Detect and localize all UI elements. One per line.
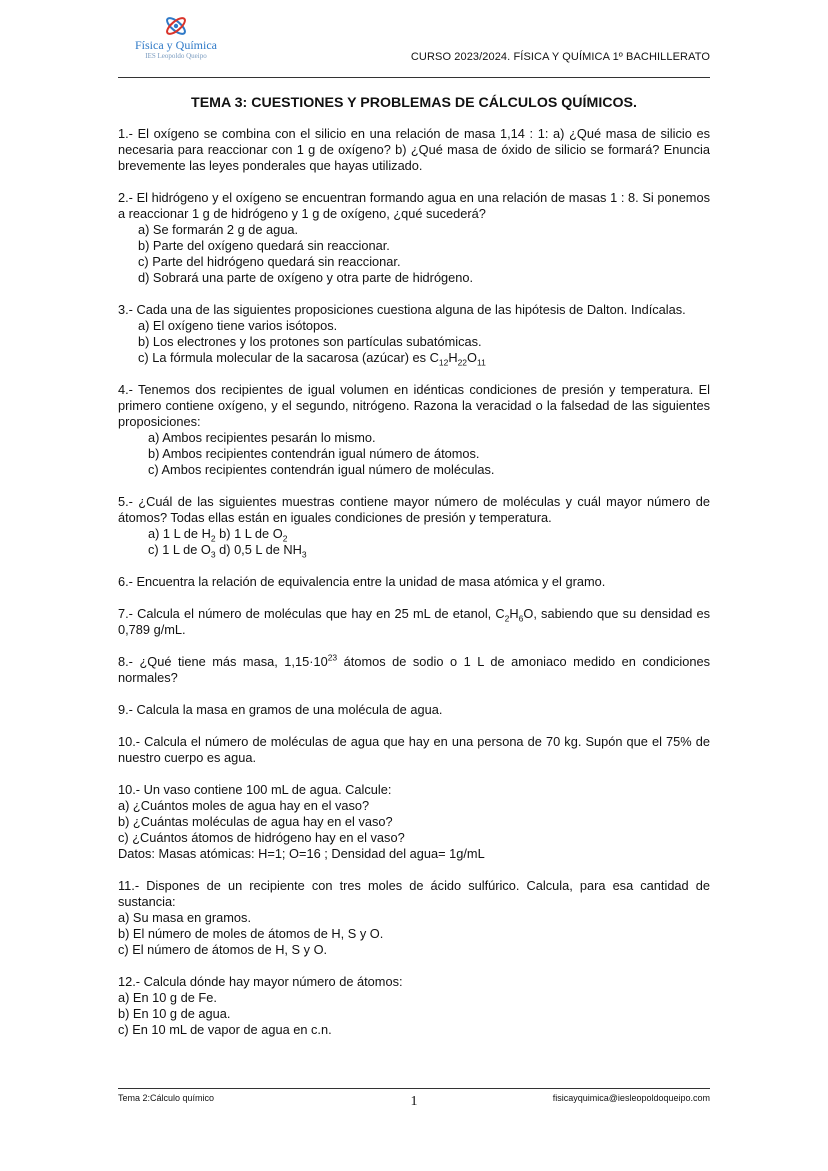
option-b: b) Los electrones y los protones son partículas subatómicas. <box>138 334 482 349</box>
logo-title: Física y Química <box>135 38 217 52</box>
question-7 <box>118 606 710 638</box>
option-a: a) ¿Cuántos moles de agua hay en el vaso? <box>118 798 370 813</box>
question-5 <box>118 494 710 558</box>
question-11 <box>118 878 710 958</box>
option-line-2: c) 1 L de $O_3$ d) 0,5 L de $NH_3$ <box>148 542 307 560</box>
question-text: 6.- Encuentra la relación de equivalencia entre la unidad de masa atómica y el gramo. <box>118 574 606 589</box>
footer-topic: Tema 2:Cálculo químico <box>118 1093 215 1103</box>
option-c: c) ¿Cuántos átomos de hidrógeno hay en el vaso? <box>118 830 405 845</box>
option-b: b) Parte del oxígeno quedará sin reaccionar. <box>138 238 390 253</box>
school-logo <box>120 12 232 70</box>
option-b: b) El número de moles de átomos de H, S y O. <box>118 926 384 941</box>
question-12 <box>118 974 710 1038</box>
option-a: a) Ambos recipientes pesarán lo mismo. <box>148 430 376 445</box>
option-c: c) En 10 mL de vapor de agua en c.n. <box>118 1022 332 1037</box>
question-text: 3.- Cada una de las siguientes proposiciones cuestiona alguna de las hipótesis de Dalton. Indícalas. <box>118 302 686 317</box>
question-text: 12.- Calcula dónde hay mayor número de átomos: <box>118 974 403 989</box>
option-a: a) En 10 g de Fe. <box>118 990 217 1005</box>
question-text: 7.- Calcula el número de moléculas que hay en 25 mL de etanol, $C_2H_6O$, sabiendo que su densidad es 0,789 g/mL. <box>118 606 710 637</box>
option-a: a) El oxígeno tiene varios isótopos. <box>138 318 338 333</box>
question-text: 10.- Un vaso contiene 100 mL de agua. Calcule: <box>118 782 392 797</box>
question-1 <box>118 126 710 174</box>
page-number: 1 <box>410 1094 418 1109</box>
option-a: a) Su masa en gramos. <box>118 910 252 925</box>
footer-email: fisicayquimica@iesleopoldoqueipo.com <box>552 1093 710 1103</box>
question-text: 11.- Dispones de un recipiente con tres moles de ácido sulfúrico. Calcula, para esa cantidad de sustancia: <box>118 878 710 909</box>
question-8 <box>118 654 710 686</box>
header-divider <box>118 77 710 78</box>
question-4 <box>118 382 710 478</box>
question-text: 9.- Calcula la masa en gramos de una molécula de agua. <box>118 702 443 717</box>
question-text: 8.- ¿Qué tiene más masa, $1,15\cdot 10^{23}$ átomos de sodio o 1 L de amoniaco medido en condiciones normales? <box>118 652 710 685</box>
question-9 <box>118 702 710 718</box>
question-text: 4.- Tenemos dos recipientes de igual volumen en idénticas condiciones de presión y temperatura. El primero contiene oxígeno, y el segundo, nitrógeno. Razona la veracidad o la falsedad de las siguientes proposiciones: <box>118 382 710 429</box>
option-c: c) La fórmula molecular de la sacarosa (azúcar) es $C_{12}H_{22}O_{11}$ <box>138 350 486 368</box>
question-6 <box>118 574 710 590</box>
questions-list <box>118 126 710 1054</box>
question-10-bis <box>118 782 710 862</box>
option-c: c) Parte del hidrógeno quedará sin reaccionar. <box>138 254 401 269</box>
question-text: 1.- El oxígeno se combina con el silicio en una relación de masa 1,14 : 1: a) ¿Qué masa de silicio es necesaria para reaccionar con 1 g de oxígeno? b) ¿Qué masa de óxido de silicio se formará? Enuncia brevemente las leyes ponderales que hayas utilizado. <box>118 126 710 173</box>
page-title: TEMA 3: CUESTIONES Y PROBLEMAS DE CÁLCULOS QUÍMICOS. <box>191 95 637 111</box>
option-b: b) Ambos recipientes contendrán igual número de átomos. <box>148 446 480 461</box>
logo-subtitle: IES Leopoldo Queipo <box>145 52 207 60</box>
option-b: b) ¿Cuántas moléculas de agua hay en el vaso? <box>118 814 393 829</box>
question-text: 10.- Calcula el número de moléculas de agua que hay en una persona de 70 kg. Supón que el 75% de nuestro cuerpo es agua. <box>118 734 710 765</box>
option-b: b) En 10 g de agua. <box>118 1006 231 1021</box>
atom-logo-icon <box>163 14 189 38</box>
footer-divider <box>118 1088 710 1089</box>
option-a: a) Se formarán 2 g de agua. <box>138 222 299 237</box>
option-c: c) El número de átomos de H, S y O. <box>118 942 328 957</box>
question-10 <box>118 734 710 766</box>
data-note: Datos: Masas atómicas: H=1; O=16 ; Densidad del agua= 1g/mL <box>118 846 485 861</box>
option-c: c) Ambos recipientes contendrán igual número de moléculas. <box>148 462 495 477</box>
question-text: 5.- ¿Cuál de las siguientes muestras contiene mayor número de moléculas y cuál mayor número de átomos? Todas ellas están en iguales condiciones de presión y temperatura. <box>118 494 710 525</box>
course-header: CURSO 2023/2024. FÍSICA Y QUÍMICA 1º BACHILLERATO <box>410 51 710 63</box>
question-text: 2.- El hidrógeno y el oxígeno se encuentran formando agua en una relación de masas 1 : 8. Si ponemos a reaccionar 1 g de hidrógeno y 1 g de oxígeno, ¿qué sucederá? <box>118 190 710 221</box>
option-line-1: a) 1 L de $H_2$ b) 1 L de $O_2$ <box>148 526 288 544</box>
question-2 <box>118 190 710 286</box>
question-3 <box>118 302 710 366</box>
option-d: d) Sobrará una parte de oxígeno y otra parte de hidrógeno. <box>138 270 474 285</box>
